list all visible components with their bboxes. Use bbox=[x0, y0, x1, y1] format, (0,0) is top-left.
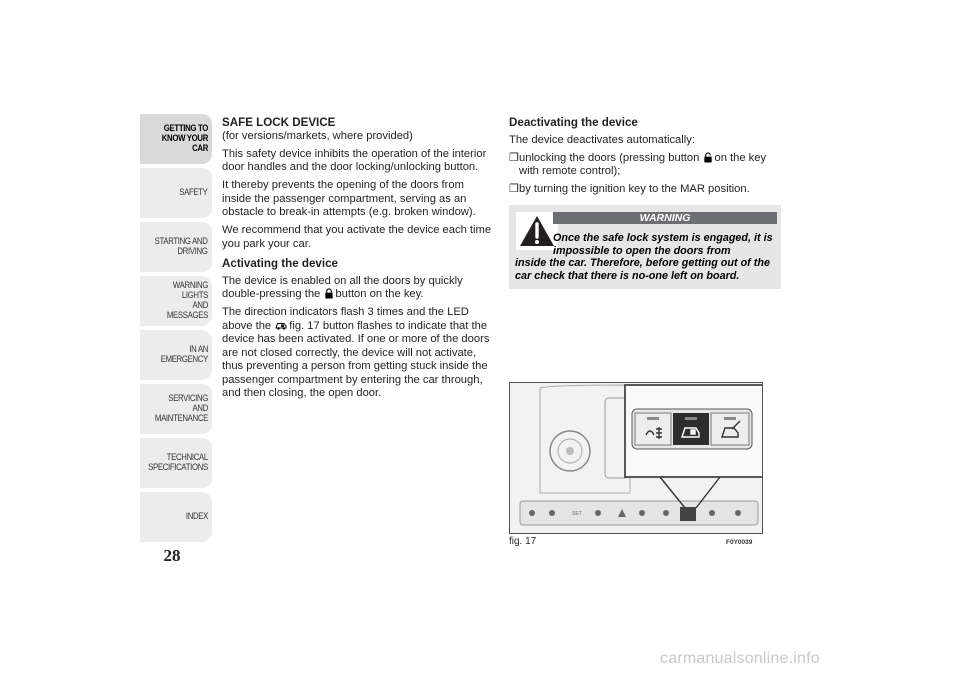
car-lock-icon bbox=[275, 320, 288, 331]
section-subtitle: (for versions/markets, where provided) bbox=[222, 129, 413, 142]
warning-text: Once the safe lock system is engaged, it is impossible to open the doors from inside the car. Therefore, before getting out of the car check that there is no-one left on board. bbox=[515, 232, 773, 282]
figure-code: F0Y0039 bbox=[726, 539, 753, 546]
deactivating-intro: The device deactivates automatically: bbox=[509, 133, 695, 146]
dashboard-illustration bbox=[510, 383, 763, 534]
tab-in-an-emergency[interactable]: IN AN EMERGENCY bbox=[140, 330, 212, 380]
paragraph-2: It thereby prevents the opening of the doors from inside the passenger compartment, serving as an obstacle to break-in attempts (e.g. broken window). bbox=[222, 179, 476, 218]
paragraph-1: This safety device inhibits the operation of the interior door handles and the door locking/unlocking button. bbox=[222, 147, 487, 173]
page-number: 28 bbox=[163, 546, 181, 565]
activating-heading: Activating the device bbox=[222, 257, 338, 270]
padlock-icon bbox=[324, 288, 334, 299]
tab-safety[interactable]: SAFETY bbox=[140, 168, 212, 218]
tab-technical-specifications[interactable]: TECHNICAL SPECIFICATIONS bbox=[140, 438, 212, 488]
tab-starting-and-driving[interactable]: STARTING AND DRIVING bbox=[140, 222, 212, 272]
figure-caption: fig. 17 bbox=[509, 536, 537, 547]
checkbox-bullet: ❒ bbox=[509, 183, 519, 195]
section-title: SAFE LOCK DEVICE bbox=[222, 116, 336, 129]
tab-index[interactable]: INDEX bbox=[140, 492, 212, 542]
tab-servicing-and-maintenance[interactable]: SERVICING AND MAINTENANCE bbox=[140, 384, 212, 434]
set-button-label: SET bbox=[572, 511, 582, 517]
list-item: ❒ unlocking the doors (pressing button on the key with remote control); bbox=[509, 151, 767, 177]
paragraph-5: The direction indicators flash 3 times and the LED above the fig. 17 button flashes to indicate that the device has been activated. If one or more of the doors are not closed correctly, the device will not activate, thus preventing a person from getting stuck inside the passenger compartment by entering the car through, and then closing, the open door. bbox=[222, 306, 490, 399]
deactivating-heading: Deactivating the device bbox=[509, 116, 638, 129]
watermark: carmanualsonline.info bbox=[660, 650, 820, 667]
padlock-open-icon bbox=[703, 152, 713, 163]
paragraph-4: The device is enabled on all the doors by quickly double-pressing the button on the key. bbox=[222, 274, 463, 300]
warning-heading: WARNING bbox=[553, 212, 777, 224]
figure-17-dashboard-controls bbox=[509, 382, 763, 534]
tab-warning-lights[interactable]: WARNING LIGHTS AND MESSAGES bbox=[140, 276, 212, 326]
left-column bbox=[222, 116, 494, 405]
tab-getting-to-know-your-car[interactable]: GETTING TO KNOW YOUR CAR bbox=[140, 114, 212, 164]
warning-box bbox=[509, 205, 781, 289]
right-column bbox=[509, 116, 781, 201]
list-item: ❒ by turning the ignition key to the MAR position. bbox=[509, 183, 750, 195]
paragraph-3: We recommend that you activate the device each time you park your car. bbox=[222, 224, 492, 250]
checkbox-bullet: ❒ bbox=[509, 151, 519, 164]
